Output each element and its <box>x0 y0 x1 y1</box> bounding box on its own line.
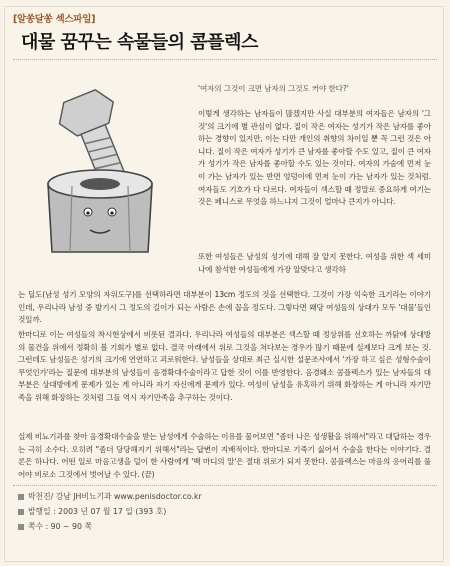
meta-pages: 쪽수 : 90 ~ 90 쪽 <box>28 522 92 531</box>
paragraph-1: 이렇게 생각하는 남자들이 많겠지만 사실 대부분의 여자들은 남자의 '그것'의 크기에 별 관심이 없다. 질이 작은 여자는 성기가 작은 남자를 좋아하는 경향이 있지만, 이는 다만 개인의 취향의 차이일 뿐 꼭 그런 것은 아니다. 질이 작은 여자가 성기가 큰 남자를 좋아할 수도 있고, 질이 큰 여자가 성기가 작은 남자를 좋아할 수도 있는 것이다. 여자의 가슴에 먼저 눈이 가는 남자가 있는 반면 엉덩이에 먼저 눈이 가는 남자가 있는 것처럼. 여자들도 기호가 다 다르다. 여자들이 섹스할 때 정말로 중요하게 여기는 것은 페니스로 무엇을 하느냐지 그것이 얼마나 큰지가 아니다. <box>198 109 431 207</box>
bullet-icon <box>18 509 24 515</box>
meta-pages-row <box>18 521 92 532</box>
bullet-icon <box>18 494 24 500</box>
series-label: [알쏭달쏭 섹스파일] <box>13 14 96 25</box>
paragraph-2-end: 는 딜도(남성 성기 모양의 자위도구)를 선택하라면 대부분이 13cm 정도의 것을 선택한다. 그것이 가장 익숙한 크기라는 이야기인데, 우리나라 남성 중 발기시 그 정도의 길이가 되는 사람은 손에 꼽을 정도다. 그렇다면 왜당 여성들의 상대가 모두 '대물'들인 것일까. <box>18 290 431 325</box>
meta-date-row <box>18 506 166 517</box>
meta-author: 박천진/ 강남 JH비뇨기과 www.penisdoctor.co.kr <box>28 492 202 501</box>
lead-quote: '여자의 그것이 크면 남자의 그것도 커야 한다?' <box>198 84 349 93</box>
paragraph-4: 실제 비뇨기과를 찾아 음경확대수술을 받는 남성에게 수술하는 이유를 물어보면 "좀더 나은 성생활을 위해서"라고 대답하는 경우는 극히 소수다. 오히려 "좀더 당당해지기 위해서"라는 답변이 지배적이다. 한마디로 기죽기 싫어서 수술을 한다는 이야기다. 결론은 하나다. 어떤 일로 마음고생을 덜이 한 사람에게 '백 마디의 말'은 절대 위로가 되지 못한다. 콤플렉스는 마음의 응어리를 풀어야 비로소 그것에서 벗어날 수 있다. (끝) <box>18 432 431 479</box>
paragraph-2-start: 또한 여성들은 남성의 성기에 대해 잘 알지 못한다. 여성을 위한 섹 세미나에 참석한 여성들에게 가장 알맞다고 생각하 <box>198 252 431 274</box>
nut-icon <box>48 170 152 252</box>
bullet-icon <box>18 524 24 530</box>
title-divider <box>13 59 437 60</box>
meta-date: 발행일 : 2003 년 07 월 17 일 (393 호) <box>28 507 167 516</box>
paragraph-3: 한마디로 이는 여성들의 착시현상에서 비롯된 결과다. 우리나라 여성들의 대부분은 섹스할 때 정상위를 선호하는 까닭에 상대방의 물건을 위에서 정확히 볼 기회가 별로 없다. 결국 아래에서 위로 그것을 쳐다보는 경우가 많기 때문에 실제보다 크게 보는 것. 그런데도 남성들은 성기의 크기에 연연하고 괴로워한다. 남성들을 상대로 최근 실시한 설문조사에서 '가장 하고 싶은 성형수술이 무엇인가'라는 질문에 대부분의 남성들이 음경확대수술이라고 답한 것이 이를 반영한다. 음경왜소 콤플렉스가 있는 남자들의 대부분은 상대방에게 문제가 있는 게 아니라 자기 자신에게 문제가 있다. 여성이 남성을 유혹하기 위해 화장하는 게 아니라 자기만족을 위해 화장하는 것처럼 그들 역시 자기만족을 추구하는 것이다. <box>18 330 431 402</box>
meta-author-row <box>18 491 202 502</box>
bolt-and-nut-illustration <box>20 84 180 262</box>
footer-divider <box>13 485 437 486</box>
article-title: 대물 꿈꾸는 속물들의 콤플렉스 <box>21 32 258 53</box>
